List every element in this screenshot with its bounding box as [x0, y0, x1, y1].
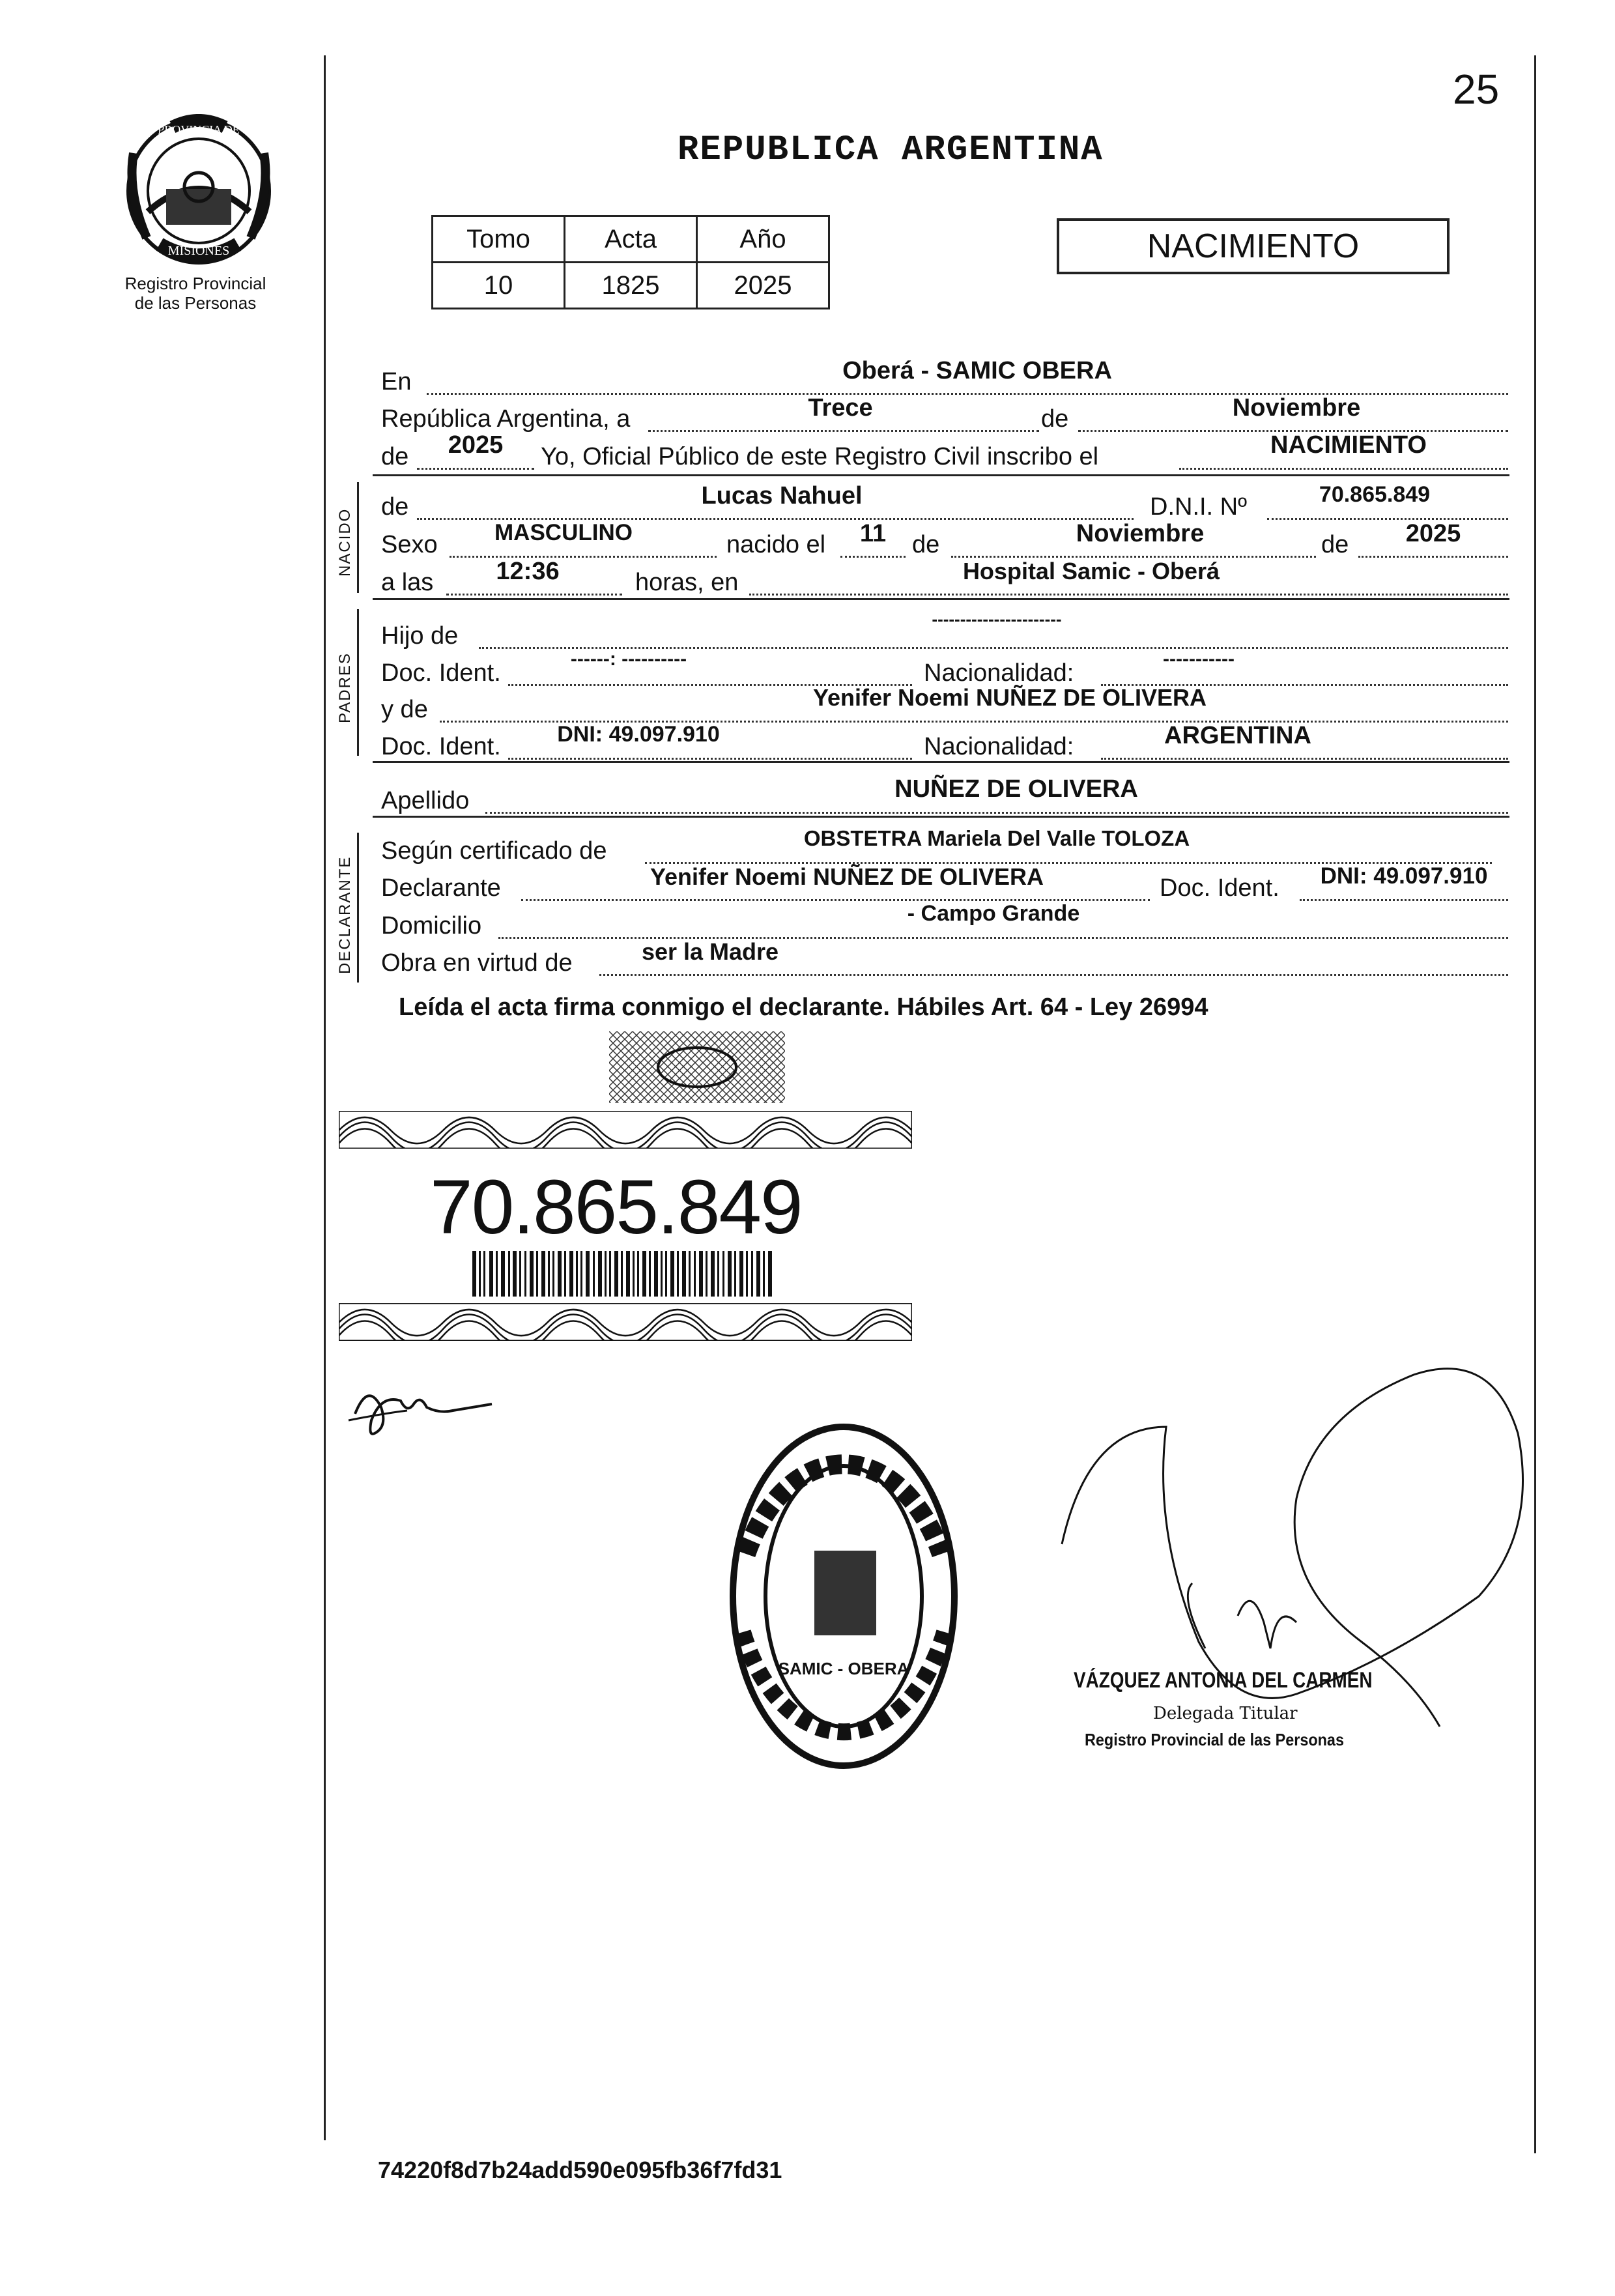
inscribo-text: Yo, Oficial Público de este Registro Civil inscribo el: [541, 443, 1099, 470]
republica-label: República Argentina, a: [381, 405, 631, 433]
nacido-sexo: MASCULINO: [494, 520, 633, 545]
tomo-header: Tomo: [433, 216, 565, 263]
declarant-signature: [342, 1375, 498, 1440]
section-divider: [373, 474, 1509, 476]
dotline: [648, 430, 1039, 432]
apellido-value: NUÑEZ DE OLIVERA: [894, 775, 1138, 803]
official-registry: Registro Provincial de las Personas: [1085, 1730, 1344, 1749]
declarante-name: Yenifer Noemi NUÑEZ DE OLIVERA: [650, 863, 1044, 890]
a-las-label: a las: [381, 569, 434, 596]
dotline: [1179, 468, 1508, 470]
dni-big-number: 70.865.849: [430, 1164, 802, 1250]
record-type-box: NACIMIENTO: [1057, 218, 1450, 274]
dotline: [417, 468, 534, 470]
year-de-label: de: [381, 443, 409, 470]
right-margin-rule: [1534, 55, 1536, 2153]
nacido-day: 11: [859, 520, 887, 547]
official-stamp: [726, 1417, 961, 1775]
intro-year: 2025: [448, 431, 504, 459]
father-doc: ------: ----------: [570, 648, 687, 670]
dotline: [446, 594, 622, 596]
dotline: [599, 974, 1508, 976]
nacionalidad-label: Nacionalidad:: [924, 659, 1074, 687]
obra-label: Obra en virtud de: [381, 949, 573, 977]
cert-label: Según certificado de: [381, 837, 607, 865]
dotline: [749, 594, 1508, 596]
mother-doc: DNI: 49.097.910: [557, 722, 720, 747]
y-de-label: y de: [381, 696, 428, 723]
declarante-doc-label: Doc. Ident.: [1160, 874, 1279, 902]
document-hash: 74220f8d7b24add590e095fb36f7fd31: [378, 2157, 782, 2183]
horas-en-label: horas, en: [635, 569, 739, 596]
mother-name: Yenifer Noemi NUÑEZ DE OLIVERA: [812, 684, 1207, 711]
declarante-label: Declarante: [381, 874, 501, 902]
apellido-label: Apellido: [381, 787, 470, 814]
guilloche-band-top: [339, 1111, 912, 1149]
hijo-de-label: Hijo de: [381, 622, 459, 650]
section-divider: [373, 816, 1509, 818]
intro-place: Oberá - SAMIC OBERA: [842, 357, 1112, 384]
registry-label-line2: de las Personas: [134, 293, 257, 313]
dotline: [1101, 758, 1508, 760]
document-title: REPUBLICA ARGENTINA: [678, 130, 1104, 170]
intro-act-kind: NACIMIENTO: [1270, 431, 1427, 459]
seal-top-text: PROVINCIA DE: [158, 123, 240, 136]
seal-bottom-text: MISIONES: [167, 244, 230, 258]
declarante-section-label: DECLARANTE: [336, 855, 354, 974]
record-table: [431, 215, 830, 309]
dotline: [1300, 899, 1508, 901]
section-divider: [373, 598, 1509, 600]
father-name: -----------------------: [932, 609, 1062, 629]
dni-label: D.N.I. Nº: [1150, 493, 1247, 521]
declarante-bracket: [357, 833, 359, 983]
page-number: 25: [1453, 66, 1500, 113]
anio-value: 2025: [697, 263, 829, 309]
anio-header: Año: [697, 216, 829, 263]
nacido-place: Hospital Samic - Oberá: [962, 558, 1220, 584]
declarante-doc: DNI: 49.097.910: [1320, 863, 1488, 889]
barcode-icon: [472, 1251, 772, 1297]
dotline: [1358, 556, 1508, 558]
tomo-value: 10: [433, 263, 565, 309]
intro-day: Trece: [808, 394, 873, 422]
sexo-label: Sexo: [381, 531, 438, 558]
domicilio-value: - Campo Grande: [907, 901, 1080, 926]
doc-ident-label-2: Doc. Ident.: [381, 733, 501, 760]
domicilio-label: Domicilio: [381, 912, 482, 940]
cert-value: OBSTETRA Mariela Del Valle TOLOZA: [803, 826, 1190, 850]
de-label: de: [1041, 405, 1069, 433]
nacido-section-label: NACIDO: [336, 508, 354, 577]
nacionalidad-label-2: Nacionalidad:: [924, 733, 1074, 760]
nacido-hour: 12:36: [496, 558, 560, 585]
closing-note: Leída el acta firma conmigo el declarante. Hábiles Art. 64 - Ley 26994: [399, 994, 1208, 1021]
official-name: VÁZQUEZ ANTONIA DEL CARMEN: [1074, 1668, 1373, 1693]
section-divider: [373, 761, 1509, 763]
nacido-dni: 70.865.849: [1319, 482, 1431, 507]
father-nationality: -----------: [1163, 648, 1235, 670]
official-role: Delegada Titular: [1153, 1704, 1298, 1723]
misiones-seal-icon: [121, 114, 277, 267]
nacido-month: Noviembre: [1076, 520, 1205, 547]
nacido-year: 2025: [1405, 520, 1461, 547]
dotline: [485, 812, 1508, 814]
acta-header: Acta: [565, 216, 697, 263]
nacido-de-label: de: [381, 493, 409, 521]
nacido-name: Lucas Nahuel: [701, 482, 863, 509]
nacido-de-label-3: de: [1321, 531, 1349, 558]
registry-label: [111, 274, 280, 313]
obra-value: ser la Madre: [641, 938, 779, 965]
dotline: [508, 758, 912, 760]
padres-section-label: PADRES: [336, 652, 354, 723]
nacido-de-label-2: de: [912, 531, 940, 558]
intro-month: Noviembre: [1232, 394, 1361, 422]
en-label: En: [381, 368, 412, 395]
left-margin-rule: [324, 55, 326, 2140]
nacido-el-label: nacido el: [726, 531, 826, 558]
stamp-inner-text: SAMIC - OBERA: [778, 1659, 909, 1678]
padres-bracket: [357, 609, 359, 756]
security-pattern-icon: [609, 1031, 785, 1103]
acta-value: 1825: [565, 263, 697, 309]
nacido-bracket: [357, 482, 359, 593]
mother-nationality: ARGENTINA: [1164, 722, 1311, 749]
doc-ident-label: Doc. Ident.: [381, 659, 501, 687]
registry-label-line1: Registro Provincial: [124, 274, 266, 293]
guilloche-band-bottom: [339, 1303, 912, 1341]
